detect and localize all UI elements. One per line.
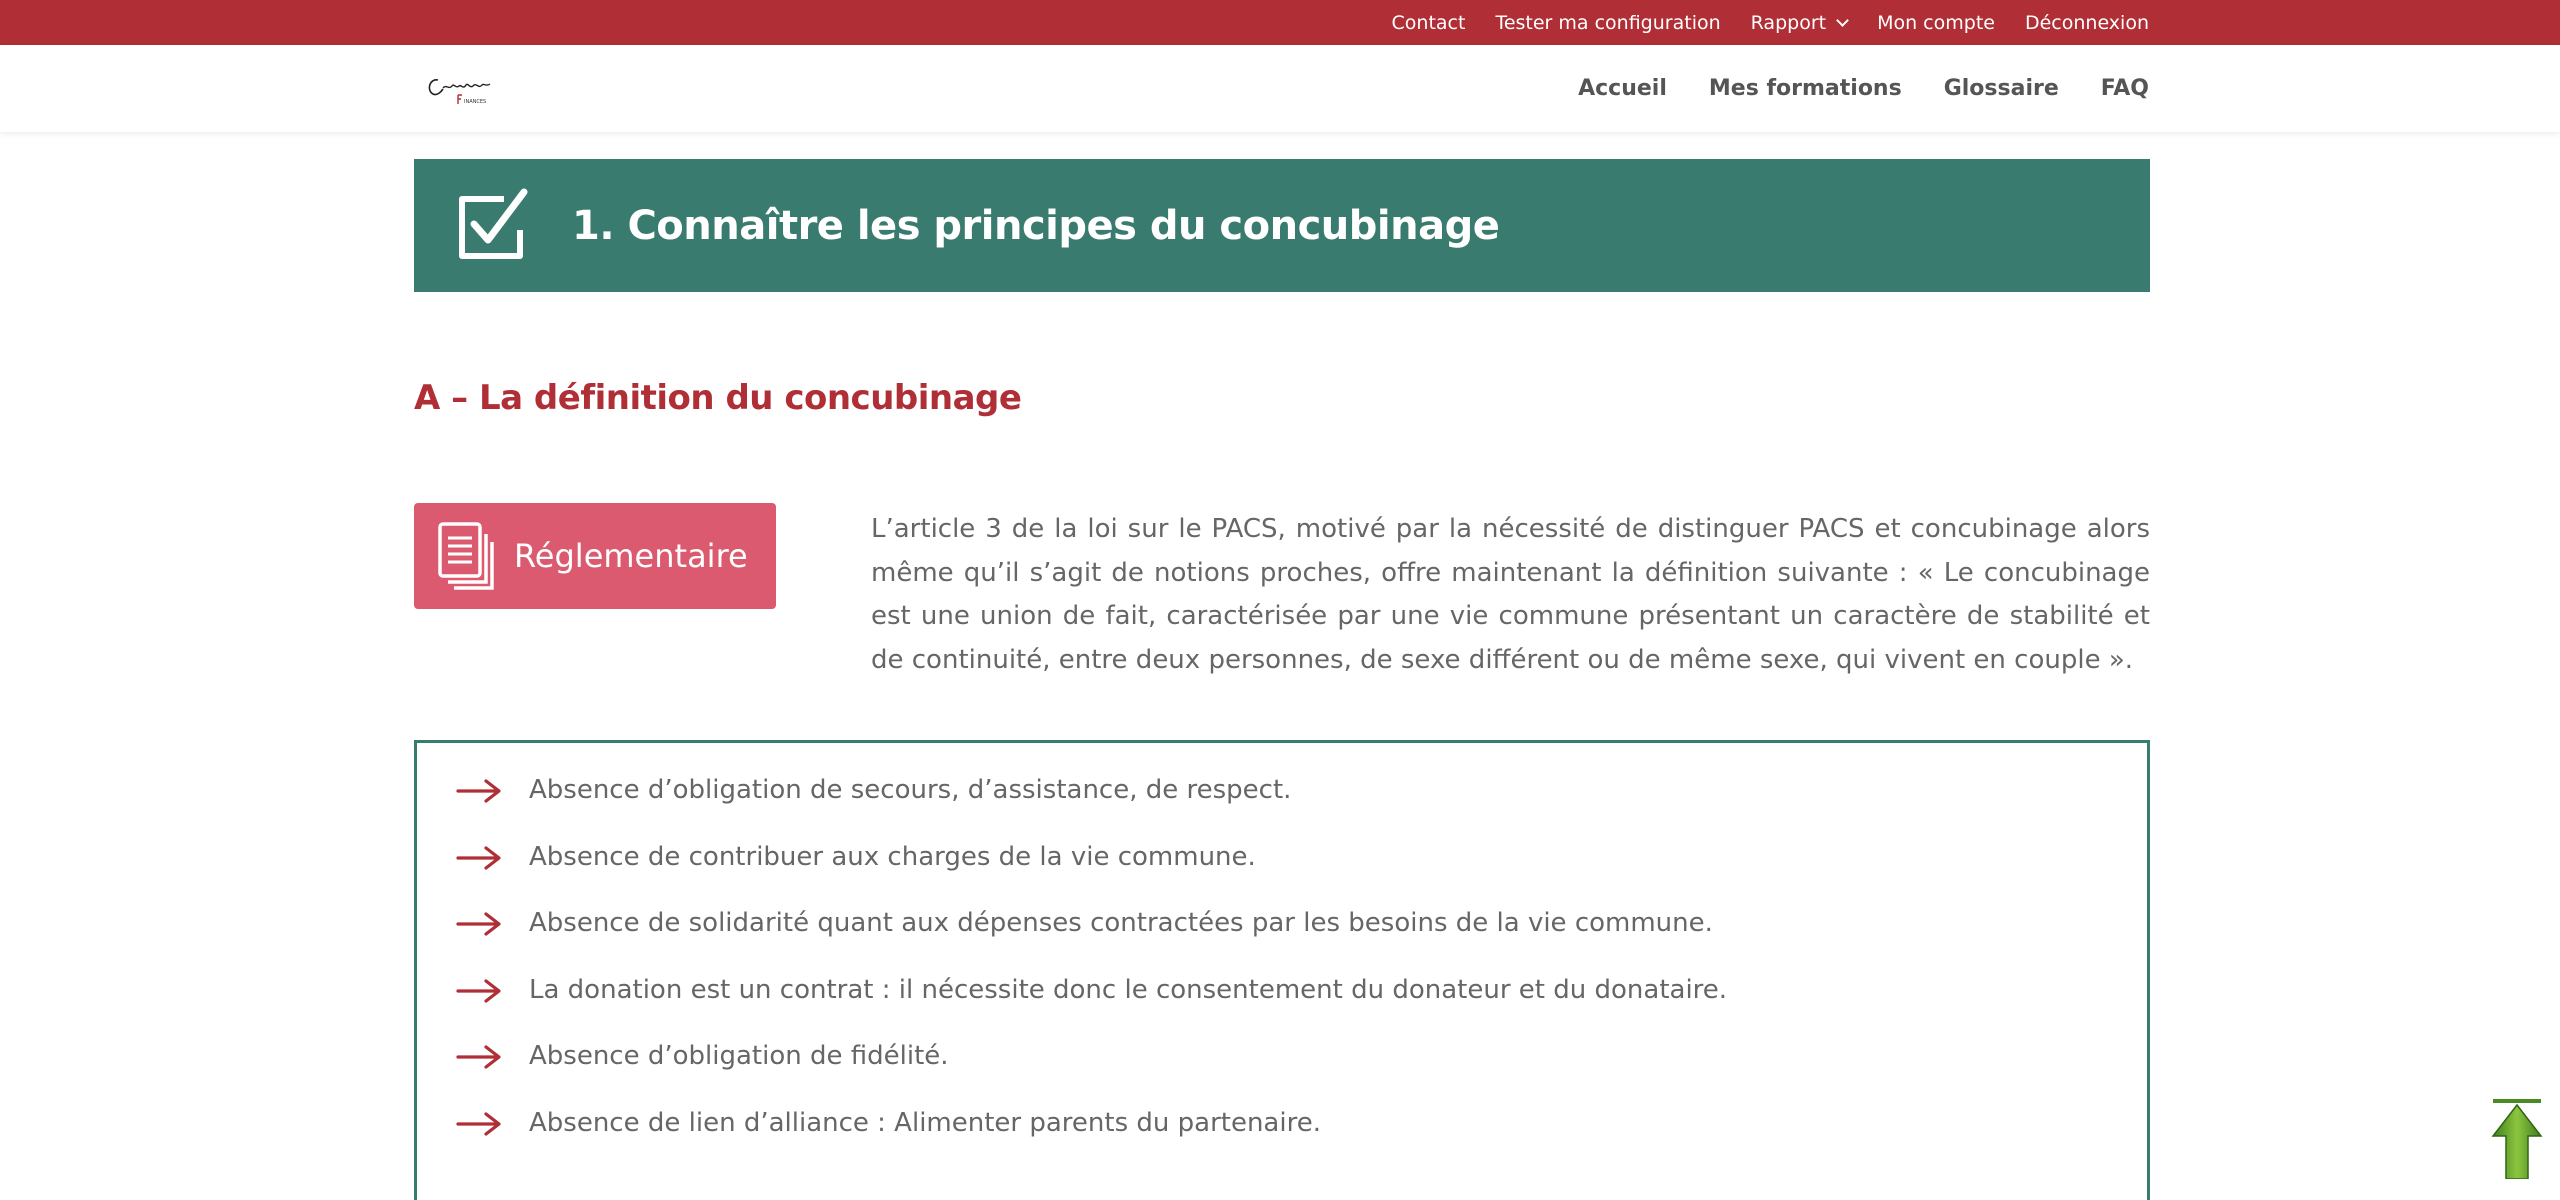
arrow-up-icon [2493,1105,2541,1179]
topbar-link-tester-config[interactable]: Tester ma configuration [1495,11,1721,34]
svg-text:INANCES: INANCES [464,99,487,105]
nav-glossaire[interactable]: Glossaire [1943,76,2059,101]
list-item-text: Absence d’obligation de fidélité. [529,1041,949,1071]
main-nav [1578,45,2149,132]
list-item [456,1104,1727,1171]
campus-finances-logo[interactable] [424,66,500,110]
list-item-text: Absence d’obligation de secours, d’assistance, de respect. [529,775,1292,805]
section-title: A – La définition du concubinage [414,378,1022,418]
checkbox-checked-icon [454,188,530,264]
top-utility-nav [1392,0,2149,45]
nav-mes-formations[interactable]: Mes formations [1708,76,1902,101]
consequences-list-box [414,740,2150,1200]
nav-faq[interactable]: FAQ [2100,76,2149,101]
topbar-link-rapport-label: Rapport [1750,11,1827,34]
list-item [456,771,1727,838]
nav-accueil[interactable]: Accueil [1578,76,1667,101]
chapter-banner [414,159,2150,292]
topbar-link-contact[interactable]: Contact [1391,11,1466,34]
arrow-right-icon [456,979,502,1003]
arrow-right-icon [456,1045,502,1069]
list-item-text: Absence de solidarité quant aux dépenses contractées par les besoins de la vie commune. [529,908,1713,938]
definition-paragraph: L’article 3 de la loi sur le PACS, motivé par la nécessité de distinguer PACS et concubinage alors même qu’il s’agit de notions proches, offre maintenant la définition suivante : « Le concubinage est une union de fait, caractérisée par une vie commune présentant un caractère de stabilité et de continuité, entre deux personnes, de sexe différent ou de même sexe, qui vivent en couple ». [871,514,2150,675]
consequences-list [456,771,1727,1170]
list-item-text: Absence de contribuer aux charges de la vie commune. [529,841,1256,872]
chevron-down-icon [1836,14,1849,27]
chapter-title: 1. Connaître les principes du concubinage [572,202,1500,249]
topbar-link-rapport[interactable] [1751,12,1847,34]
list-item-text: La donation est un contrat : il nécessite donc le consentement du donateur et du donataire. [529,974,1728,1005]
scroll-to-top-button[interactable] [2491,1098,2543,1179]
arrow-right-icon [456,846,502,870]
topbar-link-mon-compte[interactable]: Mon compte [1877,11,1995,34]
list-item [456,904,1727,971]
arrow-right-icon [456,1112,502,1136]
topbar-link-deconnexion[interactable]: Déconnexion [2024,11,2149,34]
reglementaire-button[interactable] [414,503,776,609]
reglementaire-label: Réglementaire [514,537,748,575]
list-item-text: Absence de lien d’alliance : Alimenter parents du partenaire. [529,1107,1321,1138]
list-item [456,1037,1727,1104]
main-header [0,45,2560,132]
top-utility-bar [0,0,2560,45]
list-item [456,838,1727,905]
arrow-right-icon [456,779,502,803]
list-item [456,971,1727,1038]
arrow-up-icon-bar [2493,1099,2541,1103]
document-stack-icon [436,522,494,590]
arrow-right-icon [456,912,502,936]
